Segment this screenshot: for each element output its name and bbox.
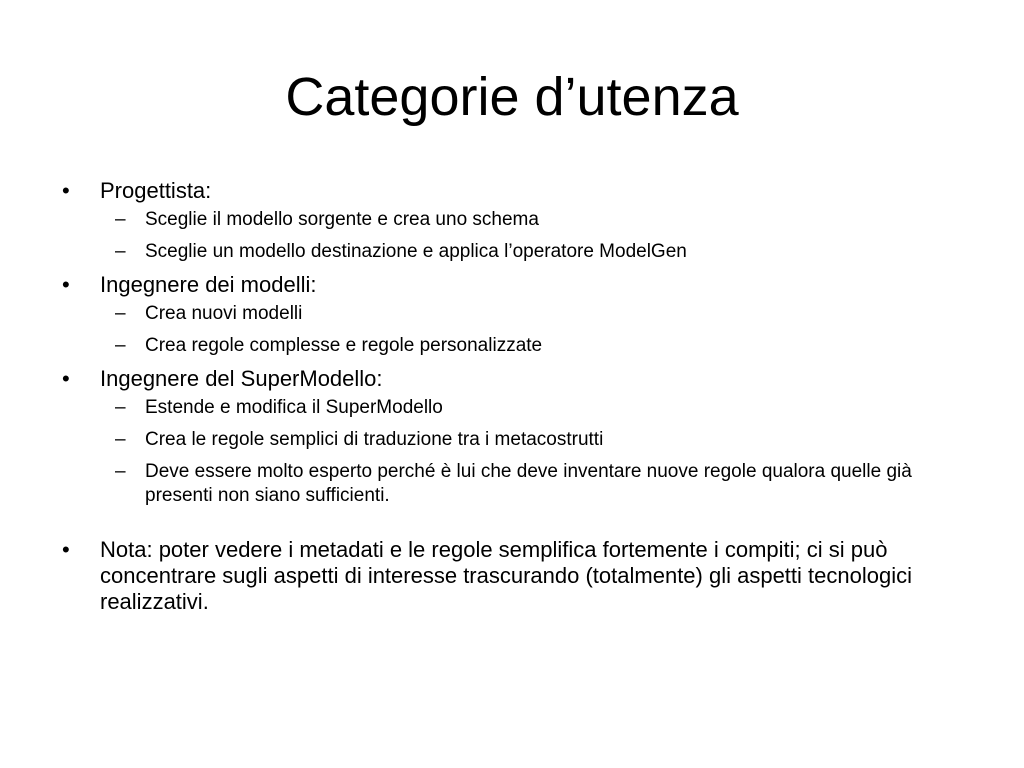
sub-bullet-list (100, 302, 1024, 358)
sub-bullet-text: Crea le regole semplici di traduzione tra i metacostrutti (145, 429, 604, 450)
sub-bullet-text: Crea regole complesse e regole personalizzate (145, 335, 543, 356)
bullet-nota (0, 537, 1024, 615)
sub-bullet (100, 208, 1024, 232)
dash-marker: – (115, 335, 126, 356)
sub-bullet-text: Estende e modifica il SuperModello (145, 397, 443, 418)
sub-bullet (100, 396, 1024, 420)
bullet-marker: • (62, 272, 70, 297)
dash-marker: – (115, 397, 126, 418)
bullet-text: Ingegnere dei modelli: (100, 272, 317, 297)
dash-marker: – (115, 209, 126, 230)
bullet-marker: • (62, 178, 70, 203)
sub-bullet (100, 334, 1024, 358)
sub-bullet-text: Sceglie un modello destinazione e applica l’operatore ModelGen (145, 241, 687, 262)
sub-bullet (100, 240, 1024, 264)
sub-bullet (100, 460, 1024, 508)
bullet-list (0, 178, 1024, 615)
bullet-marker: • (62, 366, 70, 391)
dash-marker: – (115, 461, 126, 482)
sub-bullet-text: Crea nuovi modelli (145, 303, 303, 324)
dash-marker: – (115, 241, 126, 262)
slide-title: Categorie d’utenza (285, 67, 739, 127)
sub-bullet (100, 428, 1024, 452)
dash-marker: – (115, 303, 126, 324)
sub-bullet-text: Sceglie il modello sorgente e crea uno schema (145, 209, 539, 230)
sub-bullet (100, 302, 1024, 326)
bullet-ingegnere-modelli (0, 272, 1024, 358)
slide-content (0, 178, 1024, 620)
sub-bullet-list (100, 208, 1024, 264)
sub-bullet-list (100, 396, 1024, 508)
dash-marker: – (115, 429, 126, 450)
bullet-text: Progettista: (100, 178, 212, 203)
bullet-progettista (0, 178, 1024, 264)
sub-bullet-text: Deve essere molto esperto perché è lui che deve inventare nuove regole qualora quelle già presenti non siano sufficienti. (145, 461, 912, 506)
bullet-text: Nota: poter vedere i metadati e le regole semplifica fortemente i compiti; ci si può concentrare sugli aspetti di interesse trascurando (totalmente) gli aspetti tecnologici realizzativi. (100, 537, 912, 614)
bullet-text: Ingegnere del SuperModello: (100, 366, 383, 391)
bullet-ingegnere-supermodello (0, 366, 1024, 508)
bullet-marker: • (62, 537, 70, 562)
